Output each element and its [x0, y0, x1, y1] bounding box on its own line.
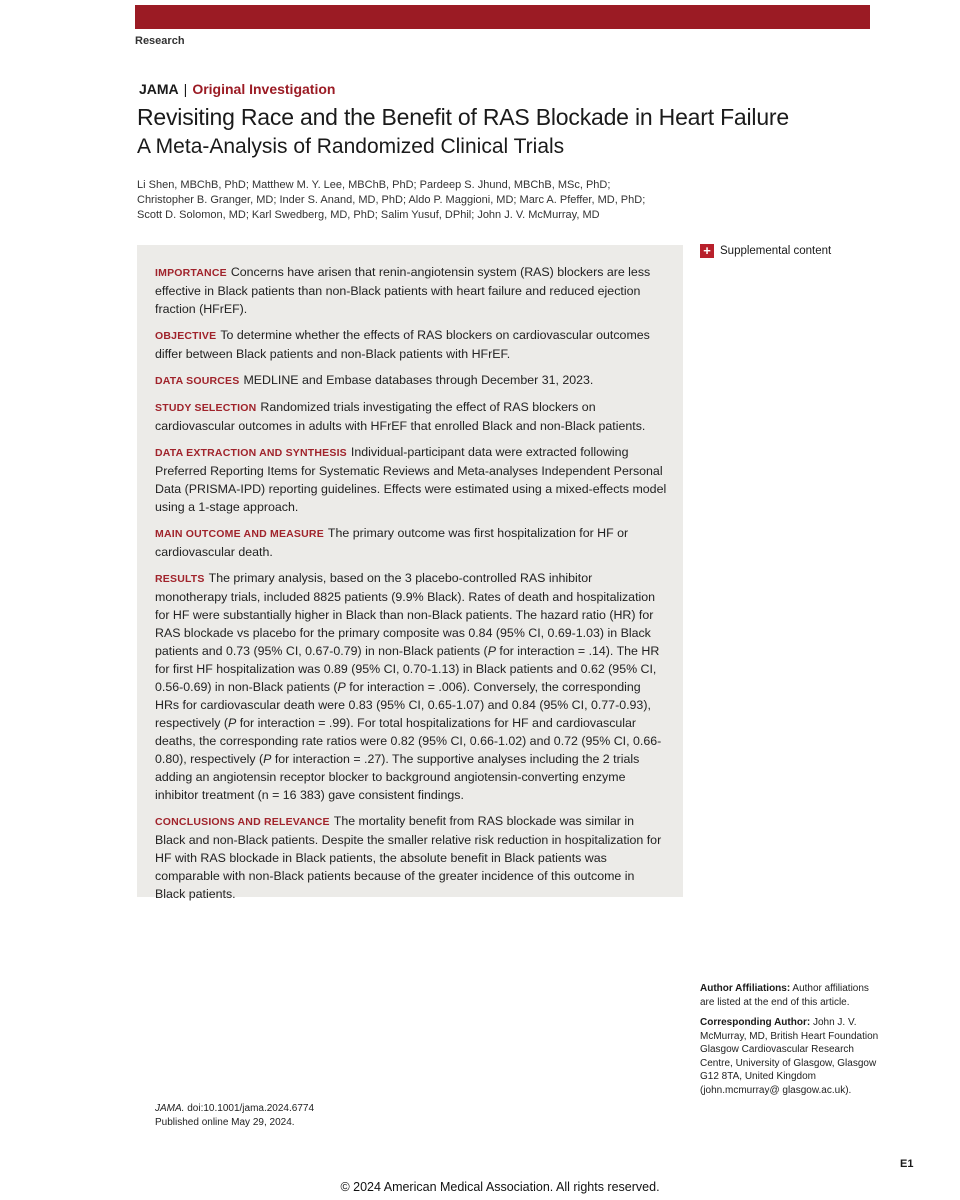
citation-journal: JAMA. — [155, 1103, 185, 1114]
abstract-importance — [155, 263, 667, 318]
section-text: The mortality benefit from RAS blockade was similar in Black and non-Black patients. Despite the smaller relative risk reduction in hospitalization for HF with RAS blockade in Black patients, the absolute benefit in Black patients was comparable with non-Black patients because of the greater incidence of this outcome in Black patients. — [155, 814, 662, 901]
citation-info — [155, 1102, 314, 1129]
article-subtitle: A Meta-Analysis of Randomized Clinical Trials — [137, 135, 565, 158]
journal-name: JAMA — [139, 81, 179, 97]
p-symbol: P — [228, 716, 237, 730]
corresponding-label: Corresponding Author: — [700, 1017, 811, 1028]
section-text: Concerns have arisen that renin-angiotensin system (RAS) blockers are less effective in Black patients than non-Black patients with heart failure and reduced ejection fraction (HFrEF). — [155, 265, 651, 316]
journal-line — [139, 81, 335, 97]
section-text: Individual-participant data were extracted following Preferred Reporting Items for Systematic Reviews and Meta-analyses Independent Personal Data (PRISMA-IPD) reporting guidelines. Effects were estimated using a mixed-effects model using a 1-stage approach. — [155, 445, 667, 514]
page-number: E1 — [900, 1158, 914, 1170]
section-text: The primary analysis, based on the 3 placebo-controlled RAS inhibitor monotherapy trials, included 8825 patients (9.9% Black). Rates of death and hospitalization for HF were substantially higher in Black than non-Black patients. The hazard ratio (HR) for RAS blockade vs placebo for the primary composite was 0.84 (95% CI, 0.69-1.03) in Black patients and 0.73 (95% CI, 0.67-0.79) in non-Black patients ( — [155, 571, 656, 658]
supplemental-content-link[interactable] — [700, 244, 831, 258]
abstract-main-outcome — [155, 524, 667, 561]
author-line: Christopher B. Granger, MD; Inder S. Anand, MD, PhD; Aldo P. Maggioni, MD; Marc A. Pfeffer, MD, PhD; — [137, 194, 646, 206]
article-type[interactable]: Original Investigation — [192, 81, 336, 97]
author-affiliations — [700, 982, 880, 1104]
section-heading: STUDY SELECTION — [155, 402, 257, 414]
article-title: Revisiting Race and the Benefit of RAS Blockade in Heart Failure — [137, 104, 789, 130]
supplemental-label: Supplemental content — [720, 245, 832, 257]
author-line: Scott D. Solomon, MD; Karl Swedberg, MD, PhD; Salim Yusuf, DPhil; John J. V. McMurray, MD — [137, 209, 600, 221]
section-text: The primary outcome was first hospitalization for HF or cardiovascular death. — [155, 526, 629, 559]
author-line: Li Shen, MBChB, PhD; Matthew M. Y. Lee, MBChB, PhD; Pardeep S. Jhund, MBChB, MSc, PhD; — [137, 179, 611, 191]
section-text: MEDLINE and Embase databases through December 31, 2023. — [243, 373, 594, 387]
plus-icon: + — [700, 244, 714, 258]
doi-line — [155, 1102, 314, 1116]
abstract-conclusions — [155, 812, 667, 903]
abstract-data-extraction — [155, 443, 667, 516]
section-text: for interaction = .99). For total hospitalizations for HF and cardiovascular deaths, the corresponding rate ratios were 0.82 (95% CI, 0.66-1.02) and 0.72 (95% CI, 0.66-0.80), respectively ( — [155, 716, 662, 766]
abstract-data-sources — [155, 371, 667, 390]
section-heading: OBJECTIVE — [155, 330, 217, 342]
p-symbol: P — [337, 680, 346, 694]
section-heading: RESULTS — [155, 573, 205, 585]
abstract-results — [155, 569, 667, 804]
affiliation-text: Author affiliations are listed at the end of this article. — [700, 983, 869, 1008]
journal-separator: | — [183, 81, 188, 97]
abstract-objective — [155, 326, 667, 363]
p-symbol: P — [487, 644, 496, 658]
section-text: for interaction = .14). The HR for first HF hospitalization was 0.89 (95% CI, 0.70-1.13) in Black patients and 0.62 (95% CI, 0.56-0.69) in non-Black patients ( — [155, 644, 660, 694]
published-date: Published online May 29, 2024. — [155, 1116, 295, 1128]
section-heading: MAIN OUTCOME AND MEASURE — [155, 528, 324, 540]
corresponding-text: John J. V. McMurray, MD, British Heart Foundation Glasgow Cardiovascular Research Centre, University of Glasgow, Glasgow G12 8TA, United Kingdom (john.mcmurray@ glasgow.ac.uk). — [700, 1017, 879, 1096]
copyright-notice: © 2024 American Medical Association. All rights reserved. — [340, 1180, 660, 1194]
section-heading: DATA EXTRACTION AND SYNTHESIS — [155, 447, 347, 459]
section-heading: DATA SOURCES — [155, 375, 240, 387]
section-heading: CONCLUSIONS AND RELEVANCE — [155, 816, 330, 828]
section-heading: IMPORTANCE — [155, 267, 227, 279]
doi[interactable]: doi:10.1001/jama.2024.6774 — [187, 1103, 315, 1114]
journal-header-bar — [135, 5, 870, 29]
abstract-study-selection — [155, 398, 667, 435]
corresponding-author — [700, 1016, 880, 1097]
abstract — [137, 245, 683, 901]
p-symbol: P — [263, 752, 272, 766]
affiliation-note — [700, 982, 880, 1009]
affiliation-label: Author Affiliations: — [700, 983, 791, 994]
section-text: To determine whether the effects of RAS blockers on cardiovascular outcomes differ between Black patients and non-Black patients with HFrEF. — [155, 328, 650, 361]
section-label: Research — [135, 35, 185, 47]
author-list — [137, 178, 697, 223]
section-text: for interaction = .27). The supportive analyses including the 2 trials adding an angiotensin receptor blocker to background angiotensin-converting enzyme inhibitor treatment (n = 16 383) gave consistent findings. — [155, 752, 640, 802]
section-text: Randomized trials investigating the effect of RAS blockers on cardiovascular outcomes in adults with HFrEF that enrolled Black and non-Black patients. — [155, 400, 646, 433]
section-text: for interaction = .006). Conversely, the corresponding HRs for cardiovascular death were 0.83 (95% CI, 0.65-1.07) and 0.84 (95% CI, 0.77-0.93), respectively ( — [155, 680, 651, 730]
